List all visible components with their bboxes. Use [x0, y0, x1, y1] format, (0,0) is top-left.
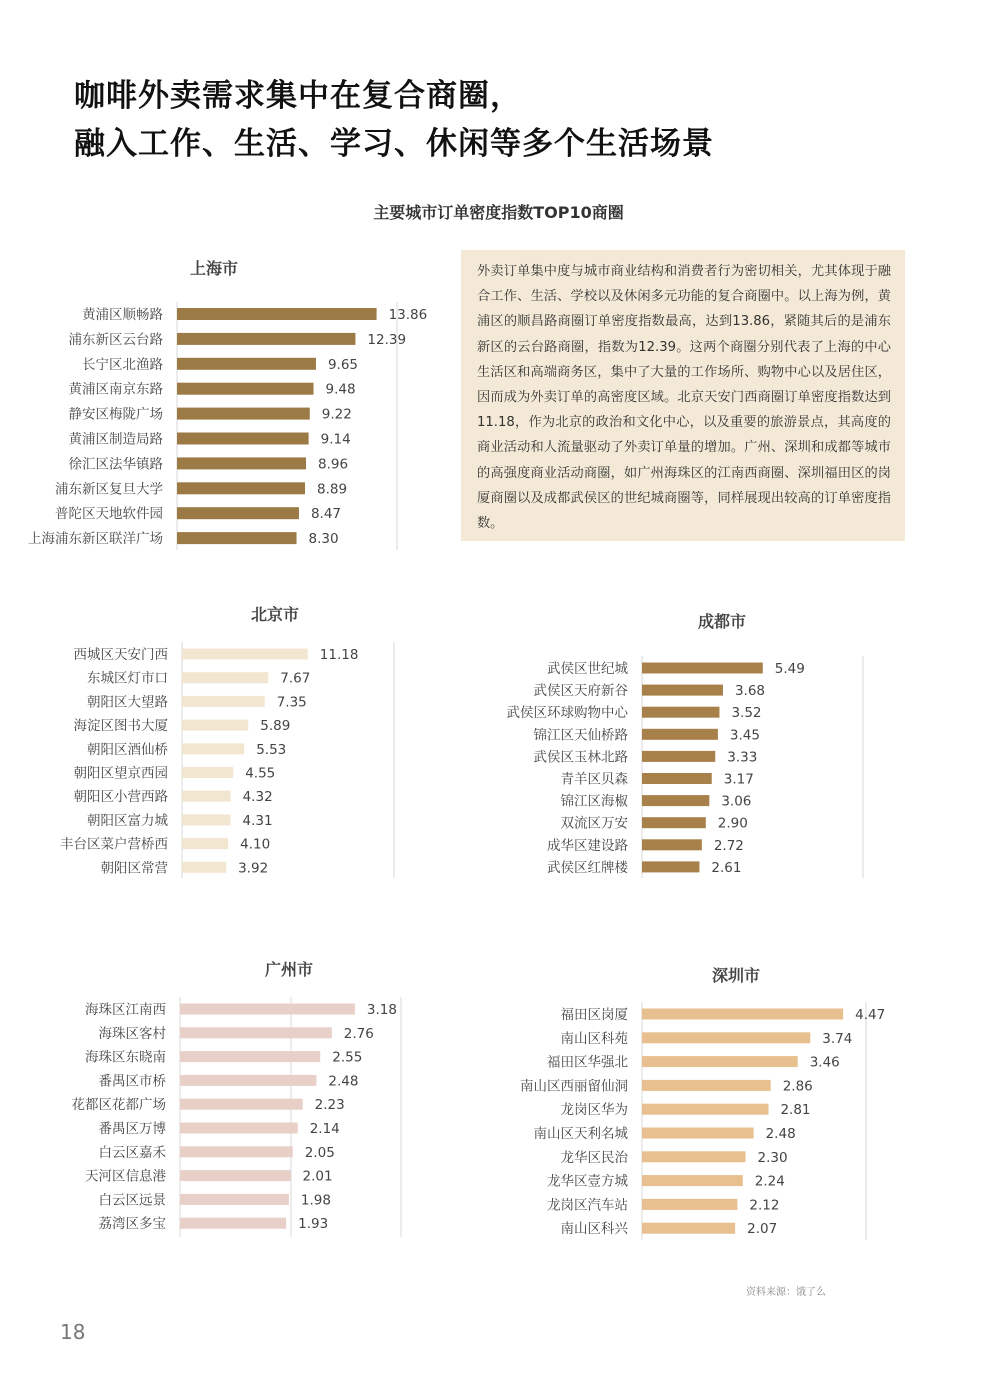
gz-category-label-6: 番禺区万博: [98, 1121, 166, 1137]
sz-value-label-1: 4.47: [855, 1007, 886, 1023]
sz-category-label-4: 南山区西丽留仙洞: [520, 1078, 628, 1095]
sh-bar-6: [177, 433, 309, 445]
sz-category-label-3: 福田区华强北: [547, 1054, 628, 1071]
bj-category-label-3: 朝阳区大望路: [87, 694, 168, 711]
figure-title: 主要城市订单密度指数TOP10商圈: [373, 203, 624, 222]
cd-category-label-4: 锦江区天仙桥路: [533, 727, 628, 744]
cd-bar-8: [642, 817, 706, 828]
bj-category-label-4: 海淀区图书大厦: [73, 718, 168, 735]
source-note: 资料来源：饿了么: [746, 1287, 826, 1298]
gz-value-label-3: 2.55: [332, 1049, 363, 1066]
gz-value-label-10: 1.93: [298, 1216, 329, 1233]
sh-value-label-1: 13.86: [388, 307, 428, 323]
cd-bar-2: [642, 685, 723, 696]
sh-bar-7: [177, 457, 306, 469]
bj-category-label-6: 朝阳区望京西园: [73, 765, 168, 782]
cd-value-label-8: 2.90: [717, 815, 748, 832]
beijing-chart-title: 北京市: [250, 605, 299, 624]
gz-value-label-6: 2.14: [309, 1121, 340, 1137]
shanghai-chart-title: 上海市: [189, 259, 238, 278]
gz-value-label-2: 2.76: [343, 1025, 374, 1042]
cd-category-label-7: 锦江区海椒: [560, 793, 628, 810]
sh-category-label-5: 静安区梅陇广场: [68, 406, 163, 423]
sz-value-label-6: 2.48: [765, 1126, 796, 1142]
bj-bar-7: [182, 791, 231, 802]
bj-bar-3: [182, 696, 265, 707]
sz-value-label-10: 2.07: [747, 1221, 778, 1238]
gz-category-label-3: 海珠区东晓南: [85, 1049, 166, 1066]
heading-line-1: 咖啡外卖需求集中在复合商圈，: [74, 78, 522, 114]
cd-bar-3: [642, 707, 719, 718]
gz-value-label-8: 2.01: [302, 1168, 333, 1185]
cd-category-label-2: 武侯区天府新谷: [533, 683, 628, 700]
bj-value-label-2: 7.67: [280, 670, 311, 687]
cd-bar-5: [642, 751, 715, 762]
bj-value-label-6: 4.55: [245, 765, 276, 782]
sz-category-label-9: 龙岗区汽车站: [547, 1197, 628, 1214]
sh-value-label-4: 9.48: [325, 381, 356, 398]
sz-bar-8: [642, 1175, 743, 1186]
bj-value-label-7: 4.32: [242, 789, 273, 806]
gz-category-label-8: 天河区信息港: [85, 1168, 166, 1185]
sz-value-label-9: 2.12: [749, 1197, 780, 1214]
page-number: 18: [60, 1320, 86, 1344]
sh-value-label-5: 9.22: [321, 406, 352, 423]
gz-category-label-1: 海珠区江南西: [85, 1002, 166, 1018]
bj-bar-10: [182, 862, 226, 873]
gz-value-label-7: 2.05: [304, 1144, 335, 1161]
sz-bar-9: [642, 1199, 737, 1210]
sh-category-label-6: 黄浦区制造局路: [68, 431, 163, 448]
cd-value-label-9: 2.72: [713, 837, 744, 854]
gz-category-label-5: 花都区花都广场: [71, 1097, 166, 1114]
bj-bar-8: [182, 814, 230, 825]
bj-bar-9: [182, 838, 228, 849]
bj-category-label-7: 朝阳区小营西路: [73, 789, 168, 806]
sz-value-label-4: 2.86: [782, 1078, 813, 1095]
sz-value-label-8: 2.24: [754, 1173, 785, 1190]
cd-bar-10: [642, 861, 699, 872]
gz-value-label-1: 3.18: [366, 1002, 397, 1018]
cd-bar-1: [642, 663, 763, 674]
bj-value-label-10: 3.92: [238, 860, 269, 877]
shanghai-bar-chart: [28, 302, 427, 550]
bj-category-label-10: 朝阳区常营: [100, 860, 168, 877]
sh-value-label-3: 9.65: [327, 356, 359, 373]
sh-category-label-8: 浦东新区复旦大学: [55, 481, 163, 498]
bj-bar-6: [182, 767, 233, 778]
cd-value-label-6: 3.17: [723, 771, 754, 788]
sh-category-label-1: 黄浦区顺畅路: [82, 307, 163, 323]
cd-value-label-4: 3.45: [729, 727, 760, 744]
sh-category-label-9: 普陀区天地软件园: [55, 506, 163, 523]
sh-bar-8: [177, 482, 305, 494]
gz-bar-8: [180, 1170, 291, 1181]
bj-bar-2: [182, 672, 268, 683]
gz-category-label-9: 白云区远景: [98, 1192, 166, 1209]
gz-category-label-10: 荔湾区多宝: [98, 1216, 166, 1233]
gz-category-label-4: 番禺区市桥: [98, 1073, 166, 1090]
gz-category-label-2: 海珠区客村: [98, 1025, 166, 1042]
bj-category-label-9: 丰台区菜户营桥西: [60, 836, 168, 853]
description-text: 外卖订单集中度与城市商业结构和消费者行为密切相关，尤其体现于融合工作、生活、学校以及休闲多元功能的复合商圈中。以上海为例，黄浦区的顺昌路商圈订单密度指数最高，达到13.86，紧随其后的是浦东新区的云台路商圈，指数为12.39。这两个商圈分别代表了上海的中心生活区和高端商务区，集中了大量的工作场所、购物中心以及居住区，因而成为外卖订单的高密度区域。北京天安门西商圈订单密度指数达到11.18，作为北京的政治和文化中心，以及重要的旅游景点，其高度的商业活动和人流量驱动了外卖订单量的增加。广州、深圳和成都等城市的高强度商业活动商圈，如广州海珠区的江南西商圈、深圳福田区的岗厦商圈以及成都武侯区的世纪城商圈等，同样展现出较高的订单密度指数。: [477, 264, 891, 532]
cd-value-label-7: 3.06: [721, 793, 752, 810]
gz-bar-2: [180, 1027, 332, 1038]
bj-value-label-8: 4.31: [242, 812, 273, 829]
sh-value-label-9: 8.47: [310, 506, 342, 523]
sz-value-label-3: 3.46: [809, 1054, 840, 1071]
bj-value-label-9: 4.10: [240, 836, 271, 853]
sz-bar-10: [642, 1223, 735, 1234]
sz-category-label-5: 龙岗区华为: [560, 1102, 628, 1119]
beijing-bar-chart: [60, 642, 394, 878]
bj-category-label-2: 东城区灯市口: [87, 670, 168, 687]
bj-value-label-4: 5.89: [260, 718, 291, 735]
sz-bar-7: [642, 1151, 746, 1162]
guangzhou-bar-chart: [72, 997, 402, 1237]
gz-value-label-9: 1.98: [300, 1192, 331, 1209]
bj-value-label-5: 5.53: [256, 741, 287, 758]
cd-value-label-5: 3.33: [727, 749, 758, 766]
sz-value-label-2: 3.74: [822, 1030, 853, 1047]
cd-bar-9: [642, 839, 702, 850]
cd-value-label-3: 3.52: [731, 705, 762, 722]
cd-category-label-3: 武侯区环球购物中心: [506, 705, 628, 722]
sz-category-label-7: 龙华区民治: [560, 1149, 628, 1166]
sz-bar-1: [642, 1009, 843, 1020]
cd-category-label-9: 成华区建设路: [547, 837, 628, 854]
gz-bar-4: [180, 1075, 316, 1086]
gz-category-label-7: 白云区嘉禾: [98, 1144, 166, 1161]
sh-category-label-7: 徐汇区法华镇路: [68, 456, 163, 473]
heading-line-2: 融入工作、生活、学习、休闲等多个生活场景: [74, 126, 714, 162]
sh-category-label-4: 黄浦区南京东路: [68, 381, 163, 398]
sz-bar-5: [642, 1104, 768, 1115]
gz-bar-6: [180, 1123, 298, 1134]
cd-category-label-6: 青羊区贝森: [560, 771, 628, 788]
shenzhen-bar-chart: [520, 1002, 885, 1240]
sz-value-label-5: 2.81: [780, 1102, 811, 1119]
gz-value-label-5: 2.23: [314, 1097, 345, 1114]
sh-category-label-2: 浦东新区云台路: [68, 331, 163, 348]
gz-bar-10: [180, 1218, 286, 1229]
sh-bar-9: [177, 507, 299, 519]
bj-bar-5: [182, 743, 244, 754]
bj-category-label-5: 朝阳区酒仙桥: [87, 741, 168, 758]
description-box: [461, 250, 905, 541]
cd-category-label-8: 双流区万安: [560, 815, 628, 832]
sz-value-label-7: 2.30: [757, 1149, 788, 1166]
chengdu-bar-chart: [507, 656, 864, 878]
sh-value-label-8: 8.89: [317, 481, 348, 498]
cd-category-label-1: 武侯区世纪城: [547, 661, 628, 677]
gz-bar-9: [180, 1194, 289, 1205]
gz-bar-1: [180, 1004, 355, 1015]
sh-category-label-3: 长宁区北渔路: [82, 356, 163, 373]
gz-value-label-4: 2.48: [328, 1073, 359, 1090]
guangzhou-chart-title: 广州市: [264, 960, 313, 979]
cd-value-label-1: 5.49: [774, 661, 805, 677]
sh-bar-5: [177, 408, 310, 420]
sh-value-label-10: 8.30: [308, 531, 339, 548]
cd-category-label-5: 武侯区玉林北路: [533, 749, 628, 766]
sh-value-label-6: 9.14: [320, 431, 351, 448]
shenzhen-chart-title: 深圳市: [711, 966, 760, 985]
chengdu-chart-title: 成都市: [697, 612, 746, 631]
cd-value-label-10: 2.61: [711, 859, 742, 876]
sz-category-label-2: 南山区科苑: [560, 1030, 628, 1047]
cd-category-label-10: 武侯区红牌楼: [547, 859, 628, 876]
bj-bar-4: [182, 720, 248, 731]
cd-bar-4: [642, 729, 718, 740]
bj-value-label-3: 7.35: [276, 694, 307, 711]
bj-value-label-1: 11.18: [319, 647, 359, 663]
gz-bar-5: [180, 1099, 303, 1110]
sh-value-label-2: 12.39: [367, 331, 407, 348]
sh-category-label-10: 上海浦东新区联洋广场: [28, 531, 163, 548]
sz-bar-3: [642, 1056, 798, 1067]
sh-bar-2: [177, 333, 355, 345]
cd-bar-6: [642, 773, 712, 784]
bj-category-label-8: 朝阳区富力城: [87, 812, 168, 829]
sz-category-label-10: 南山区科兴: [560, 1221, 628, 1238]
sz-category-label-6: 南山区天利名城: [533, 1126, 628, 1142]
sz-bar-6: [642, 1128, 754, 1139]
sh-value-label-7: 8.96: [318, 456, 349, 473]
sz-category-label-1: 福田区岗厦: [560, 1007, 628, 1023]
sz-bar-2: [642, 1032, 810, 1043]
gz-bar-7: [180, 1146, 293, 1157]
sh-bar-1: [177, 308, 377, 320]
gz-bar-3: [180, 1051, 320, 1062]
sz-category-label-8: 龙华区壹方城: [547, 1173, 628, 1190]
sh-bar-10: [177, 532, 297, 544]
sh-bar-4: [177, 383, 314, 395]
bj-bar-1: [182, 649, 308, 660]
sh-bar-3: [177, 358, 316, 370]
cd-bar-7: [642, 795, 709, 806]
sz-bar-4: [642, 1080, 771, 1091]
cd-value-label-2: 3.68: [734, 683, 766, 700]
bj-category-label-1: 西城区天安门西: [73, 647, 168, 663]
